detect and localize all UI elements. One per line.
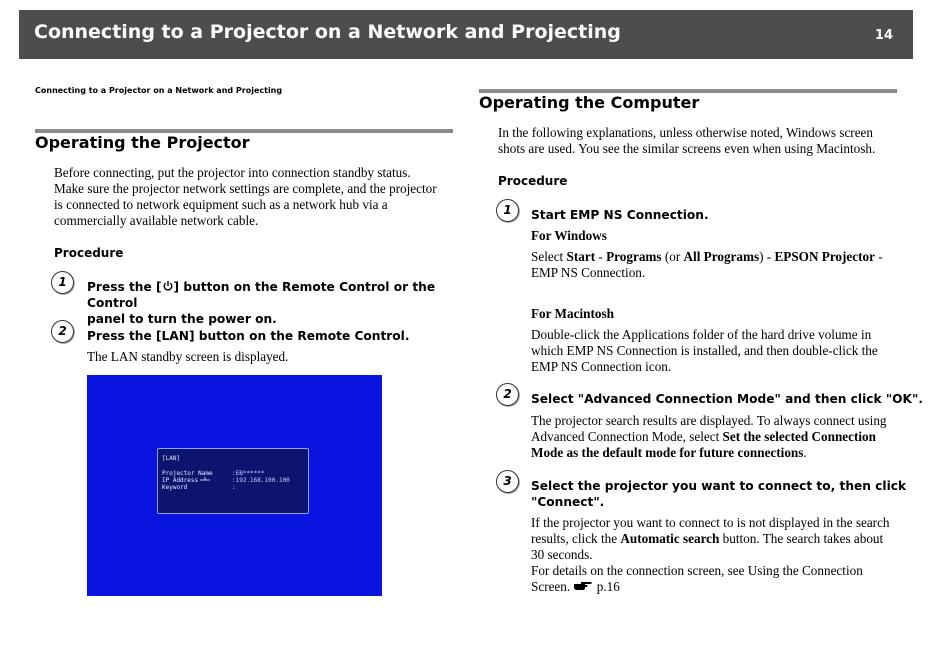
page-number: 14 (874, 28, 893, 43)
text-fragment: button. The search takes about (719, 531, 884, 546)
step-title: Press the [LAN] button on the Remote Control. (87, 329, 410, 343)
text-fragment: Select (531, 249, 567, 264)
text-fragment: panel to turn the power on. (87, 312, 277, 326)
dialog-label: Projector Name (162, 470, 213, 477)
text-fragment: Advanced Connection Mode, select (531, 429, 723, 444)
text-line: Make sure the projector network settings are complete, and the projector (54, 181, 437, 196)
dialog-value: :192.168.100.100 (232, 477, 290, 484)
dialog-header: [LAN] (162, 455, 181, 462)
step-title: Start EMP NS Connection. (531, 208, 709, 222)
step-number-2: 2 (496, 383, 519, 406)
step-number-3: 3 (496, 470, 519, 493)
text-line (531, 429, 906, 445)
text-fragment: Press the [ (87, 280, 162, 294)
step-body (531, 515, 906, 595)
text-line: EMP NS Connection. (531, 265, 646, 280)
text-fragment: All Programs (683, 249, 760, 264)
step-body (531, 327, 901, 375)
text-line (531, 579, 906, 595)
step-number-2: 2 (51, 320, 74, 343)
step-title (531, 478, 906, 510)
pointing-hand-icon[interactable] (573, 579, 593, 591)
step-title: Select "Advanced Connection Mode" and then click "OK". (531, 392, 923, 406)
intro-paragraph (498, 125, 898, 157)
text-line: For details on the connection screen, see Using the Connection (531, 563, 863, 578)
text-line: In the following explanations, unless otherwise noted, Windows screen (498, 125, 873, 140)
text-fragment: Screen. (531, 579, 574, 594)
running-head: Connecting to a Projector on a Network and Projecting (35, 86, 283, 95)
text-line: Before connecting, put the projector into connection standby status. (54, 165, 411, 180)
text-line (531, 249, 901, 265)
dialog-label: IP Address (162, 477, 199, 484)
page-link[interactable]: p.16 (593, 579, 620, 594)
text-fragment: . (803, 445, 807, 460)
text-line: "Connect". (531, 495, 605, 509)
text-line (531, 531, 906, 547)
text-line: 30 seconds. (531, 547, 593, 562)
page-header (19, 10, 913, 59)
subheading-macintosh: For Macintosh (531, 306, 614, 321)
text-fragment: - (874, 249, 883, 264)
text-line: is connected to network equipment such as a network hub via a (54, 197, 388, 212)
text-fragment: (or (661, 249, 684, 264)
dialog-label: Keyword (162, 484, 188, 491)
text-line (531, 445, 906, 461)
text-fragment: Set the selected Connection (722, 429, 876, 444)
text-fragment: Programs (606, 249, 662, 264)
text-fragment: Mode as the default mode for future connections (531, 445, 804, 460)
lan-info-dialog (157, 448, 309, 514)
text-line: shots are used. You see the similar screens even when using Macintosh. (498, 141, 876, 156)
text-fragment: ) - (759, 249, 775, 264)
text-fragment: Automatic search (620, 531, 720, 546)
network-icon (200, 477, 210, 483)
text-line: If the projector you want to connect to is not displayed in the search (531, 515, 890, 530)
dialog-value: : (232, 484, 236, 491)
step-body: The LAN standby screen is displayed. (87, 349, 289, 364)
text-line: Select the projector you want to connect to, then click (531, 479, 907, 493)
text-fragment: - (595, 249, 607, 264)
step-body (531, 249, 901, 281)
text-line: The projector search results are displayed. To always connect using (531, 413, 887, 428)
step-number-1: 1 (51, 271, 74, 294)
lan-standby-screen (87, 375, 382, 596)
section-heading: Operating the Projector (35, 133, 250, 152)
text-fragment: EPSON Projector (774, 249, 875, 264)
step-title (87, 279, 457, 327)
section-heading: Operating the Computer (479, 93, 700, 112)
step-number-1: 1 (496, 199, 519, 222)
power-icon (162, 280, 174, 292)
subheading-windows: For Windows (531, 228, 607, 243)
dialog-value: :EB****** (232, 470, 265, 477)
intro-paragraph (54, 165, 454, 229)
text-line: Double-click the Applications folder of the hard drive volume in (531, 327, 872, 342)
step-body (531, 413, 906, 461)
text-line: which EMP NS Connection is installed, and then double-click the (531, 343, 878, 358)
text-line: EMP NS Connection icon. (531, 359, 672, 374)
text-fragment: Start (566, 249, 596, 264)
text-fragment: results, click the (531, 531, 621, 546)
text-fragment: ] button on the Remote Control or the Control (87, 280, 436, 310)
header-title: Connecting to a Projector on a Network and Projecting (34, 21, 621, 43)
procedure-label: Procedure (54, 246, 124, 260)
text-line: commercially available network cable. (54, 213, 259, 228)
procedure-label: Procedure (498, 174, 568, 188)
